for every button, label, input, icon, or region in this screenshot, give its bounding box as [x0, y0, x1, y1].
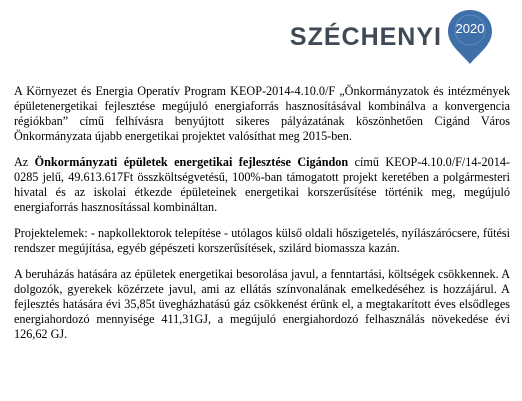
paragraph-impact: A beruházás hatására az épületek energetikai besorolása javul, a fenntartási, költségek csökkennek. A dolgozók, gyerekek közérzete javul, ami az ellátás színvonalának emelkedéséhez is hozzájárul. A fejlesztés hatására évi 35,85t üvegházhatású gáz csökkenést érünk el, a megtakarított éves elsődleges energiahordozó mennyisége 411,31GJ, a megújuló energiahordozó felhasználás növekedése évi 126,62 GJ.	[14, 267, 510, 341]
map-pin-icon	[446, 8, 494, 66]
logo-year: 2020	[455, 21, 485, 36]
article-body	[14, 84, 510, 353]
pin-shape	[446, 8, 494, 66]
paragraph-project-lead: Az	[14, 155, 35, 169]
logo-wordmark: SZÉCHENYI	[289, 22, 442, 51]
paragraph-project	[14, 155, 510, 215]
szechenyi-2020-logo	[290, 8, 494, 66]
project-title: Önkormányzati épületek energetikai fejlesztése Cigándon	[34, 155, 349, 169]
paragraph-project-rest: című KEOP-4.10.0/F/14-2014-0285 jelű, 49.613.617Ft összköltségvetésű, 100%-ban támogatott projekt keretében a polgármesteri hivatal és az iskolai étkezde épületeinek energetikai korszerűsítése történik meg, megújuló energiaforrás hasznosítással kombináltan.	[14, 155, 510, 214]
paragraph-intro: A Környezet és Energia Operatív Program KEOP-2014-4.10.0/F „Önkormányzatok és intézmények épületenergetikai fejlesztése megújuló energiaforrás hasznosításával kombinálva a konvergencia régiókban” című felhívásra benyújtott sikeres pályázatának köszönhetően Cigánd Város Önkormányzata újabb energetikai projektet valósíthat meg 2015-ben.	[14, 84, 510, 143]
paragraph-project-elements: Projektelemek: - napkollektorok telepítése - utólagos külső oldali hőszigetelés, nyílászárócsere, fűtési rendszer megújítása, egyéb gépészeti korszerűsítések, szilárd biomassza kazán.	[14, 226, 510, 255]
